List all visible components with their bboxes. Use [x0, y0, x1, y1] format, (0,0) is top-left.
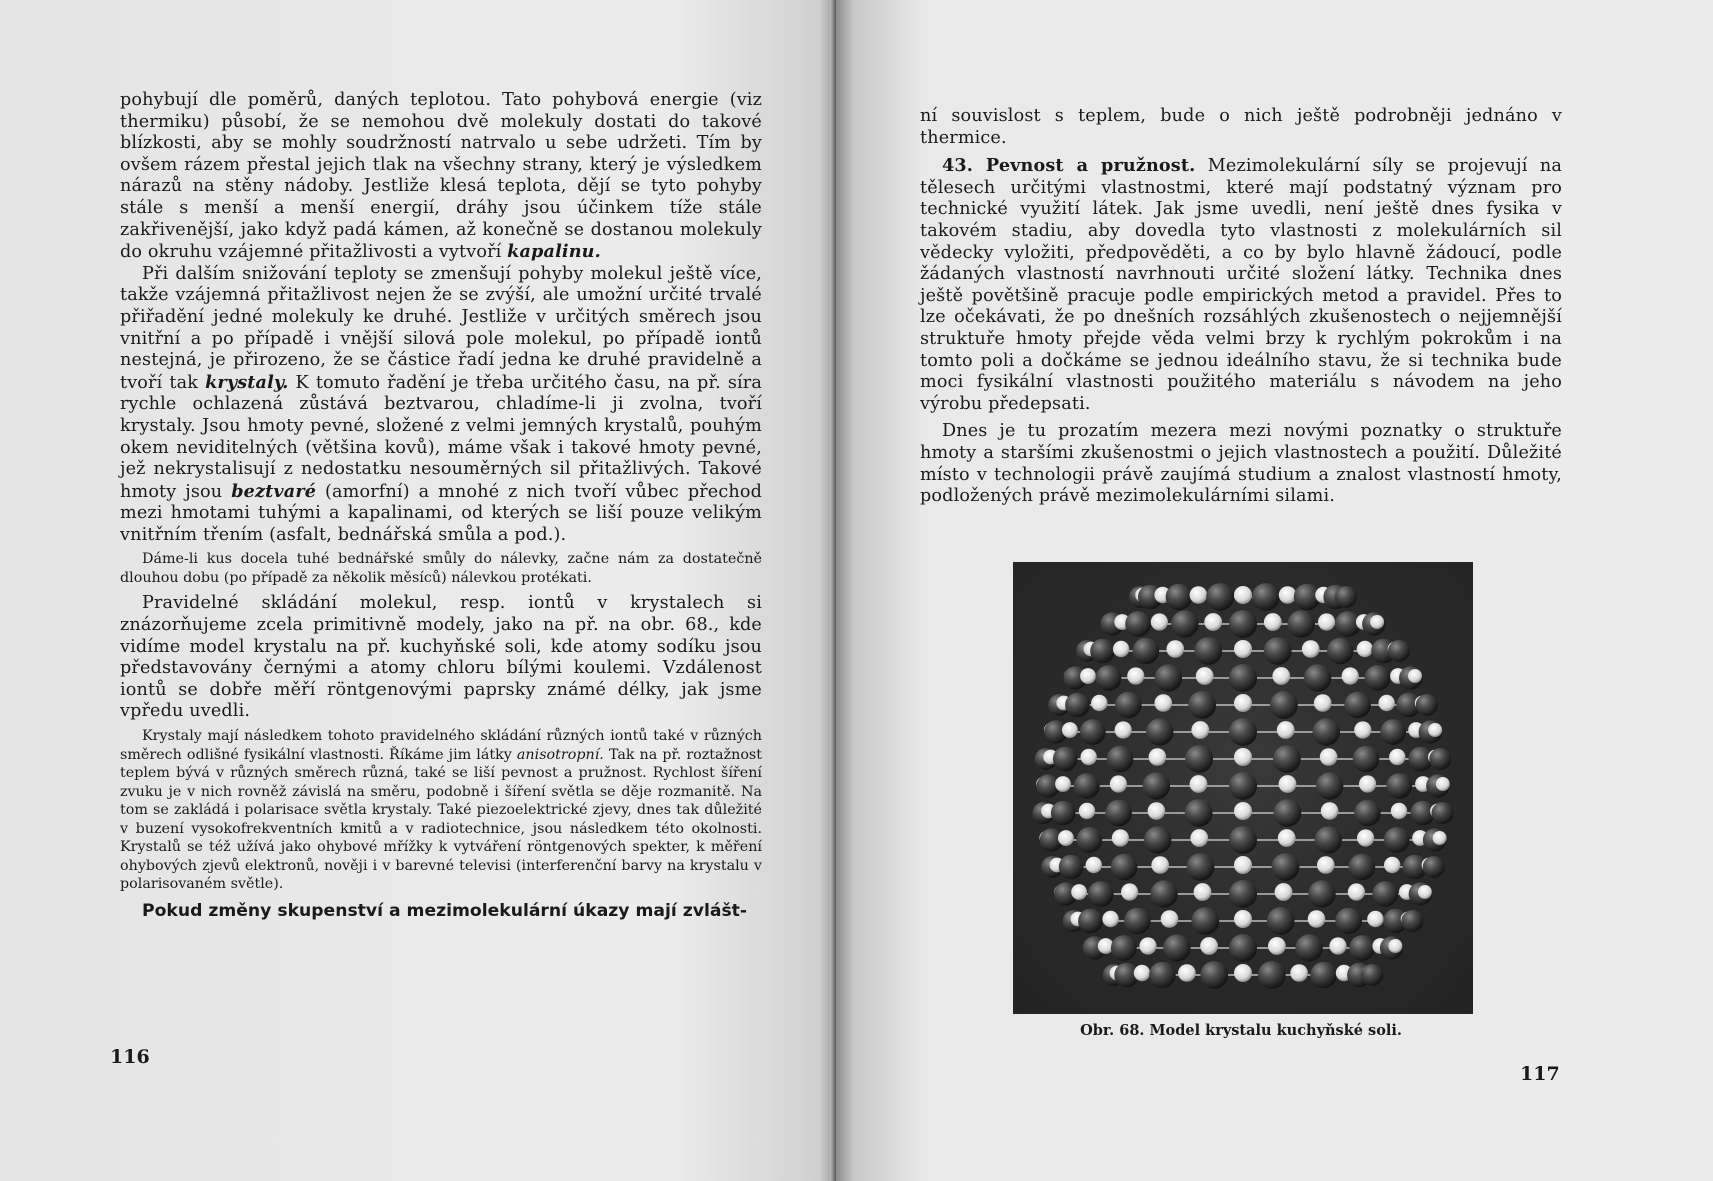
- sodium-atom-ball: [1150, 880, 1177, 907]
- crystal-model-photo: [1013, 562, 1473, 1014]
- sodium-atom-ball: [1125, 611, 1151, 637]
- chlorine-atom-ball: [1113, 641, 1129, 657]
- sodium-atom-ball: [1354, 800, 1381, 827]
- chlorine-atom-ball: [1167, 640, 1185, 658]
- chlorine-atom-ball: [1194, 883, 1212, 901]
- sodium-atom-ball: [1206, 583, 1234, 611]
- chlorine-atom-ball: [1191, 721, 1209, 739]
- sodium-atom-ball: [1349, 854, 1376, 881]
- sodium-atom-ball: [1272, 853, 1300, 881]
- sodium-atom-ball: [1344, 692, 1371, 719]
- figure-caption: Obr. 68. Model krystalu kuchyňské soli.: [1080, 1022, 1402, 1039]
- sodium-atom-ball: [1229, 664, 1257, 692]
- sodium-atom-ball: [1388, 640, 1410, 662]
- sodium-atom-ball: [1335, 586, 1357, 608]
- sodium-atom-ball: [1191, 907, 1219, 935]
- sodium-atom-ball: [1349, 935, 1375, 961]
- chlorine-atom-ball: [1234, 964, 1252, 982]
- sodium-atom-ball: [1059, 855, 1084, 880]
- chlorine-atom-ball: [1268, 937, 1286, 955]
- paragraph: 43. Pevnost a pružnost. Mezimolekulární síly se projevují na tělesech určitými vlastnostmi, které mají podstatný význam pro technické využití látek. Jak jsme uvedli, není ještě dnes fysika v takovém stadiu, aby dovedla tyto vlastnosti z molekulárních sil vědecky vyložiti, předpověděti, a co by bylo hlavně žádoucí, podle žádaných vlastností navrhnouti určité složení látky. Technika dnes ještě povětšině pracuje podle empirických metod a pravidel. Přes to lze očekávati, že po dnešních rozsáhlých zkušenostech o nejjemnější struktuře hmoty přejde věda velmi brzy k rychlým pokrokům i na tomto poli a dočkáme se jednou ideálního stavu, že si technika bude moci fysikální vlastnosti použitého materiálu s návodem na jeho výrobu předepsati.: [920, 155, 1562, 414]
- sodium-atom-ball: [1380, 719, 1406, 745]
- sodium-atom-ball: [1194, 637, 1222, 665]
- sodium-atom-ball: [1074, 773, 1100, 799]
- chlorine-atom-ball: [1408, 669, 1422, 683]
- sodium-atom-ball: [1111, 854, 1138, 881]
- sodium-atom-ball: [1051, 801, 1076, 826]
- left-page-text: [120, 90, 762, 922]
- sodium-atom-ball: [1229, 772, 1257, 800]
- chlorine-atom-ball: [1389, 749, 1405, 765]
- chlorine-atom-ball: [1264, 613, 1282, 631]
- term-kapalinu: kapalinu.: [507, 241, 601, 263]
- sodium-atom-ball: [1429, 748, 1451, 770]
- chlorine-atom-ball: [1091, 695, 1107, 711]
- chlorine-atom-ball: [1367, 911, 1383, 927]
- chlorine-atom-ball: [1279, 586, 1297, 604]
- chlorine-atom-ball: [1200, 937, 1218, 955]
- paragraph: Dnes je tu prozatím mezera mezi novými poznatky o struktuře hmoty a staršími zkušenostmi o jejich vlastnostech a použití. Důležité místo v technologii právě zaujímá studium a znalost vlastností hmoty, podložených právě mezimolekulárními silami.: [920, 421, 1562, 507]
- sodium-atom-ball: [1335, 908, 1362, 935]
- sodium-atom-ball: [1143, 772, 1170, 799]
- paragraph: pohybují dle poměrů, daných teplotou. Tato pohybová energie (viz thermiku) působí, že se nemohou dvě molekuly dostati do takové blízkosti, aby se mohly soudržností natrvalo u sebe udržeti. Tím by ovšem rázem přestal jejich tlak na všechny strany, který je výsledkem nárazů na stěny nádoby. Jestliže klesá teplota, dějí se tyto pohyby stále s menší a menší energií, dráhy jsou účinkem tíže stále zakřivenější, jako když padá kámen, až konečně se dostanou molekuly do okruhu vzájemné přitažlivosti a vytvoří kapalinu.: [120, 90, 762, 263]
- sodium-atom-ball: [1295, 934, 1322, 961]
- sodium-atom-ball: [1144, 826, 1171, 853]
- sodium-atom-ball: [1310, 962, 1337, 989]
- chlorine-atom-ball: [1357, 829, 1374, 846]
- chlorine-atom-ball: [1317, 856, 1335, 874]
- chlorine-atom-ball: [1342, 667, 1359, 684]
- chlorine-atom-ball: [1148, 802, 1166, 820]
- chlorine-atom-ball: [1055, 776, 1071, 792]
- page-number: 117: [1520, 1063, 1560, 1085]
- chlorine-atom-ball: [1379, 695, 1395, 711]
- sodium-atom-ball: [1423, 856, 1445, 878]
- chlorine-atom-ball: [1139, 937, 1156, 954]
- sodium-atom-ball: [1288, 610, 1315, 637]
- sodium-atom-ball: [1078, 909, 1103, 934]
- chlorine-atom-ball: [1308, 910, 1326, 928]
- sodium-atom-ball: [1386, 773, 1412, 799]
- chlorine-atom-ball: [1234, 802, 1252, 820]
- chlorine-atom-ball: [1155, 694, 1173, 712]
- chlorine-atom-ball: [1234, 694, 1252, 712]
- sodium-atom-ball: [1401, 910, 1423, 932]
- sodium-atom-ball: [1365, 665, 1391, 691]
- chlorine-atom-ball: [1348, 883, 1365, 900]
- chlorine-atom-ball: [1079, 803, 1095, 819]
- sodium-atom-ball: [1155, 664, 1182, 691]
- sodium-atom-ball: [1308, 880, 1335, 907]
- paragraph: Při dalším snižování teploty se zmenšují pohyby molekul ještě více, takže vzájemná přitažlivost nejen že se zvýší, ale umožní určité trvalé přiřadění jedné molekuly ke druhé. Jestliže v určitých směrech jsou vnitřní a po případě i vnější silová pole molekul, po případě iontů nestejná, je přirozeno, že se částice řadí jedna ke druhé pravidelně a tvoří tak krystaly. K tomuto řadění je třeba určitého času, na př. síra rychle ochlazená zůstává beztvarou, chladíme-li ji zvolna, tvoří krystaly. Jsou hmoty pevné, složené z velmi jemných krystalů, pouhým okem neviditelných (většina kovů), máme však i takové hmoty pevné, jež nekrystalisují z nedostatku nesouměrných sil přitažlivých. Takové hmoty jsou beztvaré (amorfní) a mnohé z nich tvoří vůbec přechod mezi hmotami tuhými a kapalinami, od kterých se liší pouze velikým vnitřním třením (asfalt, bednářská smůla a pod.).: [120, 263, 763, 545]
- sodium-atom-ball: [1353, 746, 1380, 773]
- sodium-atom-ball: [1133, 638, 1160, 665]
- chlorine-atom-ball: [1318, 613, 1335, 630]
- sodium-atom-ball: [1315, 826, 1342, 853]
- chlorine-atom-ball: [1110, 775, 1127, 792]
- chlorine-atom-ball: [1357, 641, 1373, 657]
- chlorine-atom-ball: [1190, 775, 1208, 793]
- chlorine-atom-ball: [1428, 723, 1442, 737]
- chlorine-atom-ball: [1204, 613, 1222, 631]
- sodium-atom-ball: [1166, 584, 1193, 611]
- sodium-atom-ball: [1229, 880, 1257, 908]
- chlorine-atom-ball: [1290, 964, 1308, 982]
- chlorine-atom-ball: [1391, 803, 1407, 819]
- sodium-atom-ball: [1088, 881, 1114, 907]
- sodium-atom-ball: [1200, 961, 1228, 989]
- chlorine-atom-ball: [1314, 694, 1332, 712]
- sodium-atom-ball: [1096, 665, 1122, 691]
- page-number: 116: [110, 1046, 150, 1068]
- paragraph: ní souvislost s teplem, bude o nich ještě podrobněji jednáno v thermice.: [920, 106, 1562, 148]
- sodium-atom-ball: [1107, 746, 1134, 773]
- left-page: [0, 0, 836, 1181]
- term-anisotropni: anisotropní.: [516, 746, 604, 763]
- chlorine-atom-ball: [1433, 831, 1447, 845]
- sodium-atom-ball: [1111, 935, 1137, 961]
- chlorine-atom-ball: [1302, 640, 1320, 658]
- sodium-atom-ball: [1270, 691, 1298, 719]
- chlorine-atom-ball: [1388, 939, 1402, 953]
- chlorine-atom-ball: [1359, 775, 1376, 792]
- section-heading: 43. Pevnost a pružnost.: [942, 155, 1196, 177]
- sodium-atom-ball: [1080, 719, 1106, 745]
- chlorine-atom-ball: [1151, 613, 1168, 630]
- sodium-atom-ball: [1372, 881, 1398, 907]
- note-paragraph: Krystaly mají následkem tohoto pravidelného skládání různých iontů také v různých směrech odlišné fysikální vlastnosti. Říkáme jim látky anisotropní. Tak na př. roztažnost teplem bývá v různých směrech různá, také se liší pevnost a pružnost. Rychlost šíření zvuku je v nich rovněž závislá na směru, podobně i šíření světla se děje rozmanitě. Na tom se zakládá i polarisace světla krystaly. Také piezoelektrické zjevy, dnes tak důležité v buzení vysokofrekventních kmitů a v radiotechnice, jsou následkem této okolnosti. Krystalů se též užívá jako ohybové mřížky k vytváření röntgenových spekter, k měření ohybových zjevů elektronů, nověji i v barevné televisi (interferenční barvy na krystalu v polarisovaném světle).: [120, 728, 763, 893]
- chlorine-atom-ball: [1062, 722, 1078, 738]
- sodium-atom-ball: [1258, 961, 1286, 989]
- chlorine-atom-ball: [1329, 937, 1346, 954]
- sodium-atom-ball: [1090, 639, 1115, 664]
- chlorine-atom-ball: [1384, 857, 1400, 873]
- sodium-atom-ball: [1416, 694, 1438, 716]
- chlorine-atom-ball: [1178, 964, 1196, 982]
- chlorine-atom-ball: [1370, 615, 1384, 629]
- chlorine-atom-ball: [1149, 748, 1167, 766]
- chlorine-atom-ball: [1102, 911, 1118, 927]
- sodium-atom-ball: [1124, 908, 1151, 935]
- sodium-atom-ball: [1432, 802, 1454, 824]
- sodium-atom-ball: [1146, 718, 1173, 745]
- chlorine-atom-ball: [1320, 748, 1338, 766]
- sodium-atom-ball: [1163, 934, 1190, 961]
- chlorine-atom-ball: [1234, 586, 1252, 604]
- chlorine-atom-ball: [1234, 856, 1252, 874]
- sodium-atom-ball: [1149, 962, 1176, 989]
- sodium-atom-ball: [1115, 692, 1142, 719]
- chlorine-atom-ball: [1127, 667, 1144, 684]
- chlorine-atom-ball: [1161, 910, 1179, 928]
- chlorine-atom-ball: [1151, 856, 1169, 874]
- chlorine-atom-ball: [1279, 775, 1297, 793]
- chlorine-atom-ball: [1321, 802, 1339, 820]
- note-paragraph: Dáme-li kus docela tuhé bednářské smůly do nálevky, začne nám za dostatečně dlouhou dobu (po případě za několik měsíců) nálevkou protékati.: [120, 551, 762, 586]
- chlorine-atom-ball: [1234, 640, 1252, 658]
- chlorine-atom-ball: [1436, 777, 1450, 791]
- chlorine-atom-ball: [1272, 667, 1290, 685]
- sodium-atom-ball: [1105, 800, 1132, 827]
- sodium-atom-ball: [1065, 693, 1090, 718]
- sodium-atom-ball: [1076, 827, 1102, 853]
- sodium-atom-ball: [1264, 637, 1292, 665]
- sodium-atom-ball: [1304, 664, 1331, 691]
- term-krystaly: krystaly.: [205, 371, 289, 393]
- chlorine-atom-ball: [1081, 749, 1097, 765]
- sodium-atom-ball: [1171, 610, 1198, 637]
- chlorine-atom-ball: [1234, 748, 1252, 766]
- chlorine-atom-ball: [1086, 857, 1102, 873]
- chlorine-atom-ball: [1058, 830, 1074, 846]
- right-page: [836, 0, 1713, 1181]
- sodium-atom-ball: [1229, 934, 1257, 962]
- sodium-atom-ball: [1316, 772, 1343, 799]
- chlorine-atom-ball: [1278, 829, 1296, 847]
- sodium-atom-ball: [1267, 907, 1295, 935]
- sodium-atom-ball: [1273, 745, 1301, 773]
- chlorine-atom-ball: [1418, 885, 1432, 899]
- chlorine-atom-ball: [1196, 667, 1214, 685]
- chlorine-atom-ball: [1071, 884, 1087, 900]
- term-beztvare: beztvaré: [231, 480, 317, 502]
- chlorine-atom-ball: [1115, 721, 1132, 738]
- chlorine-atom-ball: [1080, 668, 1096, 684]
- chlorine-atom-ball: [1234, 910, 1252, 928]
- sodium-atom-ball: [1185, 799, 1213, 827]
- sodium-atom-ball: [1252, 583, 1280, 611]
- sodium-atom-ball: [1274, 799, 1302, 827]
- chlorine-atom-ball: [1277, 721, 1295, 739]
- sodium-atom-ball: [1327, 638, 1354, 665]
- sodium-atom-ball: [1313, 718, 1340, 745]
- paragraph: Pravidelné skládání molekul, resp. iontů v krystalech si znázorňujeme zcela primitivně modely, jako na př. na obr. 68., kde vidíme model krystalu na př. kuchyňské soli, kde atomy sodíku jsou představovány černými a atomy chloru bílými koulemi. Vzdálenost iontů se dobře měří röntgenovými paprsky známé délky, jak jsme vpředu uvedli.: [120, 593, 762, 722]
- chlorine-atom-ball: [1112, 829, 1129, 846]
- chlorine-atom-ball: [1134, 965, 1150, 981]
- sodium-atom-ball: [1384, 827, 1410, 853]
- paragraph-continued: Pokud změny skupenství a mezimolekulární úkazy mají zvlášt-: [142, 900, 748, 921]
- sodium-atom-ball: [1185, 745, 1213, 773]
- chlorine-atom-ball: [1354, 721, 1371, 738]
- sodium-atom-ball: [1053, 747, 1078, 772]
- sodium-atom-ball: [1187, 853, 1215, 881]
- crystal-model-illustration: [1013, 562, 1473, 1014]
- chlorine-atom-ball: [1190, 586, 1208, 604]
- sodium-atom-ball: [1229, 826, 1257, 854]
- sodium-atom-ball: [1229, 610, 1257, 638]
- chlorine-atom-ball: [1121, 883, 1138, 900]
- chlorine-atom-ball: [1190, 829, 1208, 847]
- sodium-atom-ball: [1229, 718, 1257, 746]
- chlorine-atom-ball: [1275, 883, 1293, 901]
- sodium-atom-ball: [1188, 691, 1216, 719]
- sodium-atom-ball: [1361, 964, 1383, 986]
- right-page-text: [920, 106, 1562, 508]
